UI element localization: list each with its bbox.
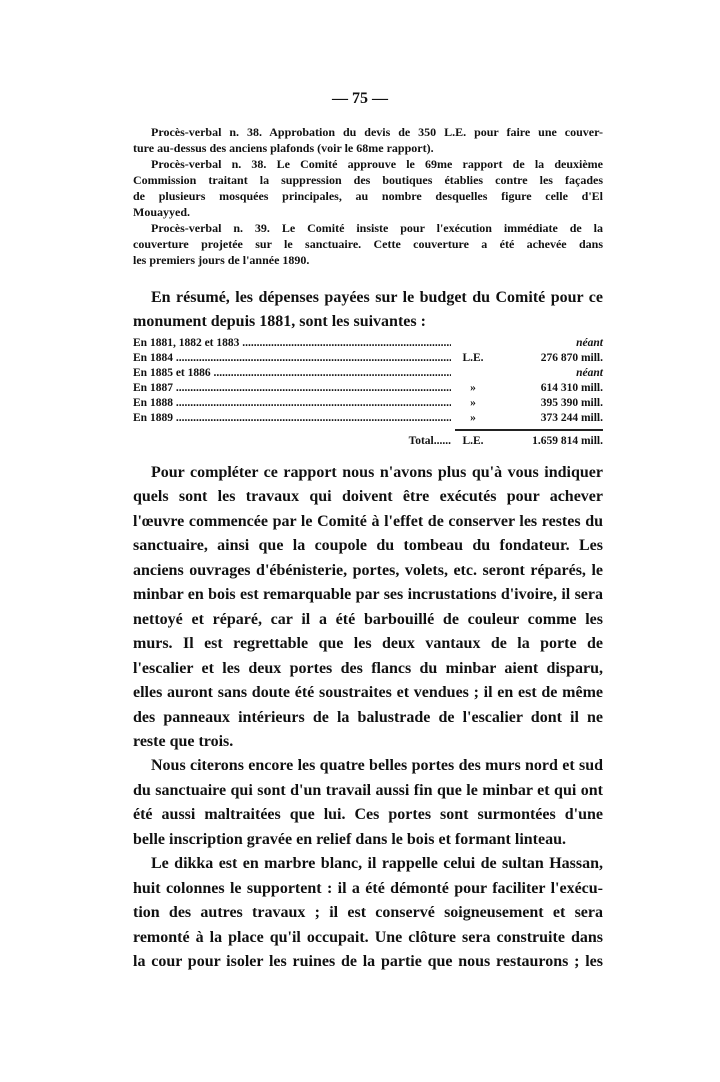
row-currency (451, 336, 495, 351)
text-line: reste que trois. (133, 732, 234, 750)
row-amount: néant (576, 337, 603, 349)
page-number: — 75 — (332, 90, 388, 107)
note-line: Mouayyed. (133, 205, 190, 219)
row-label: En 1881, 1882 et 1883 ..... (133, 336, 451, 351)
table-row (133, 336, 603, 351)
row-currency: L.E. (462, 352, 484, 364)
row-amount: 614 310 mill. (540, 382, 603, 394)
text-line: Pour compléter ce rapport nous n'avons plus qu'à vous indiquer (151, 464, 603, 481)
row-amount: néant (576, 367, 603, 379)
row-label: En 1884 ..... (133, 351, 451, 366)
text-line: l'œuvre commencée par le Comité à l'effet de conserver les restes du (133, 512, 603, 530)
row-amount: 276 870 mill. (540, 352, 603, 364)
text-line: minbar en bois est remarquable par ses incrustations d'ivoire, il sera (133, 586, 603, 604)
text-line: En résumé, les dépenses payées sur le budget du Comité pour ce (151, 289, 603, 306)
text-line: anciens ouvrages d'ébénisterie, portes, volets, etc. seront réparés, le (133, 561, 603, 579)
text-line: nettoyé et réparé, car il a été barbouillé de couleur comme les (133, 610, 603, 628)
text-line: huit colonnes le supportent : il a été démonté pour faciliter l'exécu- (133, 879, 603, 897)
table-row (133, 411, 603, 426)
table-row (133, 351, 603, 366)
note-line: les premiers jours de l'année 1890. (133, 253, 310, 267)
note-line: Procès-verbal n. 38. Le Comité approuve le 69me rapport de la deuxième (151, 157, 603, 171)
table-row (133, 366, 603, 381)
text-line: elles auront sans doute été soustraites et vendues ; il en est de même (133, 684, 603, 702)
table-row (133, 396, 603, 411)
note-line: Procès-verbal n. 39. Le Comité insiste pour l'exécution immédiate de la (151, 221, 603, 235)
total-label: Total...... (408, 435, 451, 447)
note-line: ture au-dessus des anciens plafonds (voir le 68me rapport). (133, 141, 434, 155)
total-row (133, 434, 603, 449)
row-label: En 1889 ..... (133, 411, 451, 426)
text-line: Le dikka est en marbre blanc, il rappelle celui de sultan Hassan, (151, 855, 603, 873)
text-line: des panneaux intérieurs de la balustrade de l'escalier dont il ne (133, 708, 603, 726)
intro-paragraph (133, 286, 603, 335)
text-line: murs. Il est regrettable que les deux vantaux de la porte de (133, 635, 603, 653)
row-currency: » (470, 412, 476, 424)
text-line: quels sont les travaux qui doivent être exécutés pour achever (133, 488, 603, 506)
text-line: monument depuis 1881, sont les suivantes : (133, 313, 426, 331)
row-currency: » (470, 397, 476, 409)
table-row (133, 381, 603, 396)
row-amount: 373 244 mill. (540, 412, 603, 424)
row-label: En 1888 ..... (133, 396, 451, 411)
row-label: En 1887 ..... (133, 381, 451, 396)
text-line: sanctuaire, ainsi que la coupole du tombeau du fondateur. Les (133, 537, 603, 555)
total-rule (455, 429, 603, 431)
text-line: du sanctuaire qui sont d'un travail aussi fin que le minbar et qui ont (133, 781, 603, 799)
text-line: Nous citerons encore les quatre belles portes des murs nord et sud (151, 757, 603, 775)
row-amount: 395 390 mill. (540, 397, 603, 409)
total-currency: L.E. (462, 435, 484, 447)
text-line: belle inscription gravée en relief dans le bois et formant linteau. (133, 830, 566, 848)
body-text (133, 461, 603, 975)
expense-table (133, 336, 603, 449)
row-currency: » (470, 382, 476, 394)
text-line: la cour pour isoler les ruines de la partie que nous restaurons ; les (133, 953, 603, 971)
footnotes (133, 124, 603, 268)
row-currency (451, 366, 495, 381)
note-line: Procès-verbal n. 38. Approbation du devis de 350 L.E. pour faire une couver- (151, 125, 603, 139)
text-line: tion des autres travaux ; il est conservé soigneusement et sera (133, 904, 603, 922)
total-amount: 1.659 814 mill. (532, 435, 603, 447)
text-line: remonté à la place qu'il occupait. Une clôture sera construite dans (133, 928, 603, 946)
note-line: de plusieurs mosquées principales, au nombre desquelles figure celle d'El (133, 189, 603, 203)
text-line: l'escalier et les deux portes des flancs du minbar aient disparu, (133, 659, 603, 677)
note-line: couverture projetée sur le sanctuaire. Cette couverture a été achevée dans (133, 237, 603, 251)
text-line: été aussi maltraitées que lui. Ces portes sont surmontées d'une (133, 806, 603, 824)
row-label: En 1885 et 1886 ..... (133, 366, 451, 381)
note-line: Commission traitant la suppression des boutiques établies contre les façades (133, 173, 603, 187)
